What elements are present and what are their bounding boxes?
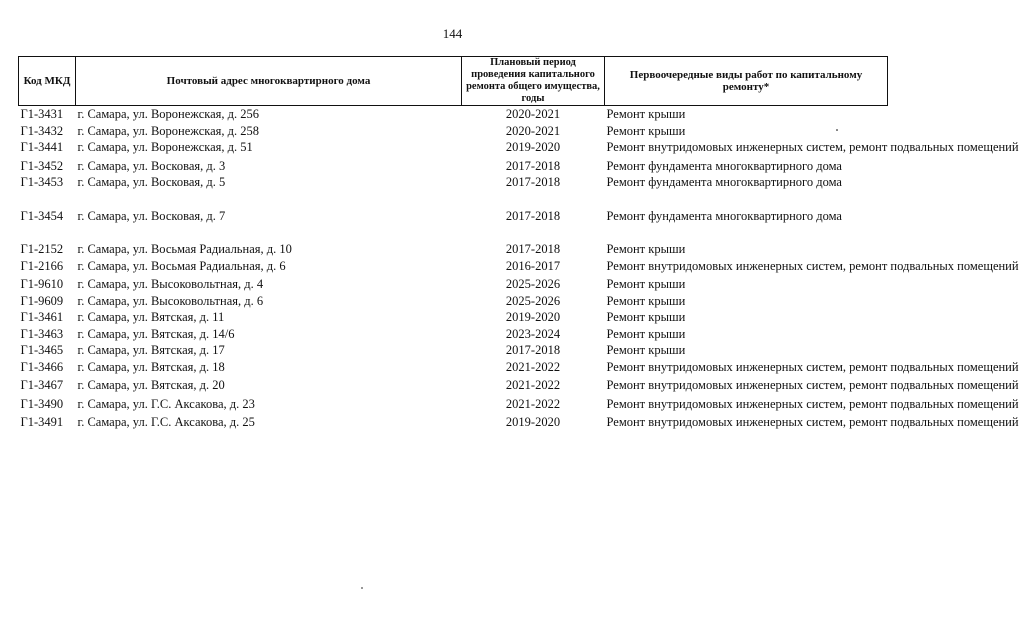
row-period: 2021-2022 [505, 396, 561, 411]
row-address: г. Самара, ул. Г.С. Аксакова, д. 25 [77, 415, 255, 429]
row-address: г. Самара, ул. Вятская, д. 11 [77, 310, 225, 324]
row-period: 2017-2018 [505, 208, 561, 223]
table-row [19, 293, 888, 310]
row-address: г. Самара, ул. Г.С. Аксакова, д. 23 [77, 396, 255, 411]
row-address: г. Самара, ул. Воронежская, д. 258 [77, 123, 260, 138]
row-address: г. Самара, ул. Восьмая Радиальная, д. 10 [77, 242, 292, 256]
row-period: 2017-2018 [505, 158, 561, 173]
row-code: Г1-3461 [20, 310, 64, 324]
row-code: Г1-3432 [20, 123, 64, 138]
table-row [19, 123, 888, 140]
row-address: г. Самара, ул. Вятская, д. 18 [77, 359, 225, 374]
row-period: 2020-2021 [505, 107, 561, 121]
table-row [19, 342, 888, 359]
row-address: г. Самара, ул. Воронежская, д. 51 [77, 140, 253, 154]
row-works: Ремонт внутридомовых инженерных систем, ремонт подвальных помещений [606, 258, 1019, 273]
row-code: Г1-9610 [20, 277, 64, 291]
table-row [19, 106, 888, 123]
row-period: 2025-2026 [505, 277, 561, 291]
table-row [19, 377, 888, 396]
row-address: г. Самара, ул. Вятская, д. 17 [77, 343, 225, 357]
column-header-works: Первоочередные виды работ по капитальному ремонту* [605, 57, 888, 106]
row-period: 2020-2021 [505, 123, 561, 138]
row-period: 2017-2018 [505, 343, 561, 357]
row-code: Г1-3463 [20, 326, 64, 341]
table-header-row [19, 57, 888, 106]
row-period: 2016-2017 [505, 258, 561, 273]
row-address: г. Самара, ул. Восковая, д. 7 [77, 208, 226, 223]
row-code: Г1-3441 [20, 140, 64, 154]
table-row [19, 326, 888, 343]
row-code: Г1-2166 [20, 258, 64, 273]
table-row [19, 276, 888, 293]
table-row [19, 359, 888, 378]
column-header-code: Код МКД [19, 57, 76, 106]
row-works: Ремонт крыши [606, 277, 686, 291]
row-works: Ремонт крыши [606, 326, 686, 341]
row-code: Г1-3454 [20, 208, 64, 223]
table-row [19, 414, 888, 431]
housing-repair-table [18, 56, 1019, 431]
row-works: Ремонт крыши [606, 107, 686, 121]
row-code: Г1-3466 [20, 359, 64, 374]
row-works: Ремонт внутридомовых инженерных систем, ремонт подвальных помещений [606, 378, 1019, 392]
row-address: г. Самара, ул. Восковая, д. 5 [77, 175, 226, 189]
row-works: Ремонт внутридомовых инженерных систем, ремонт подвальных помещений [606, 359, 1019, 374]
column-header-period: Плановый период проведения капитального ремонта общего имущества, годы [462, 57, 605, 106]
column-header-address: Почтовый адрес многоквартирного дома [76, 57, 462, 106]
row-code: Г1-3465 [20, 343, 64, 357]
row-period: 2017-2018 [505, 242, 561, 256]
row-address: г. Самара, ул. Восковая, д. 3 [77, 158, 226, 173]
row-works: Ремонт крыши [606, 293, 686, 308]
row-works: Ремонт крыши [606, 343, 686, 357]
row-code: Г1-3490 [20, 396, 64, 411]
row-address: г. Самара, ул. Восьмая Радиальная, д. 6 [77, 258, 286, 273]
row-works: Ремонт внутридомовых инженерных систем, ремонт подвальных помещений [606, 415, 1019, 429]
row-period: 2021-2022 [505, 359, 561, 374]
row-code: Г1-3453 [20, 175, 64, 189]
row-address: г. Самара, ул. Высоковольтная, д. 6 [77, 293, 264, 308]
row-period: 2021-2022 [505, 378, 561, 392]
table-row [19, 309, 888, 326]
row-works: Ремонт фундамента многоквартирного дома [606, 158, 842, 173]
row-code: Г1-3452 [20, 158, 64, 173]
table-row [19, 158, 888, 175]
row-works: Ремонт фундамента многоквартирного дома [606, 208, 842, 223]
scan-speck [836, 129, 838, 131]
row-period: 2023-2024 [505, 326, 561, 341]
table-row [19, 396, 888, 415]
row-period: 2017-2018 [505, 175, 561, 189]
row-code: Г1-3491 [20, 415, 64, 429]
row-works: Ремонт крыши [606, 242, 686, 256]
row-works: Ремонт крыши [606, 310, 686, 324]
row-code: Г1-2152 [20, 242, 64, 256]
row-works: Ремонт крыши [606, 123, 686, 138]
page-number: 144 [442, 26, 463, 41]
row-works: Ремонт фундамента многоквартирного дома [606, 175, 842, 189]
row-works: Ремонт внутридомовых инженерных систем, ремонт подвальных помещений [606, 396, 1019, 411]
row-period: 2025-2026 [505, 293, 561, 308]
row-period: 2019-2020 [505, 140, 561, 154]
row-code: Г1-3467 [20, 378, 64, 392]
table-row [19, 139, 888, 158]
row-code: Г1-3431 [20, 107, 64, 121]
row-address: г. Самара, ул. Высоковольтная, д. 4 [77, 277, 264, 291]
scan-speck [361, 587, 363, 589]
row-address: г. Самара, ул. Воронежская, д. 256 [77, 107, 260, 121]
table-row [19, 208, 888, 242]
table-row [19, 258, 888, 277]
table-row [19, 174, 888, 208]
row-period: 2019-2020 [505, 310, 561, 324]
row-works: Ремонт внутридомовых инженерных систем, ремонт подвальных помещений [606, 140, 1019, 154]
table-row [19, 241, 888, 258]
row-address: г. Самара, ул. Вятская, д. 14/6 [77, 326, 235, 341]
row-code: Г1-9609 [20, 293, 64, 308]
row-address: г. Самара, ул. Вятская, д. 20 [77, 378, 225, 392]
row-period: 2019-2020 [505, 415, 561, 429]
